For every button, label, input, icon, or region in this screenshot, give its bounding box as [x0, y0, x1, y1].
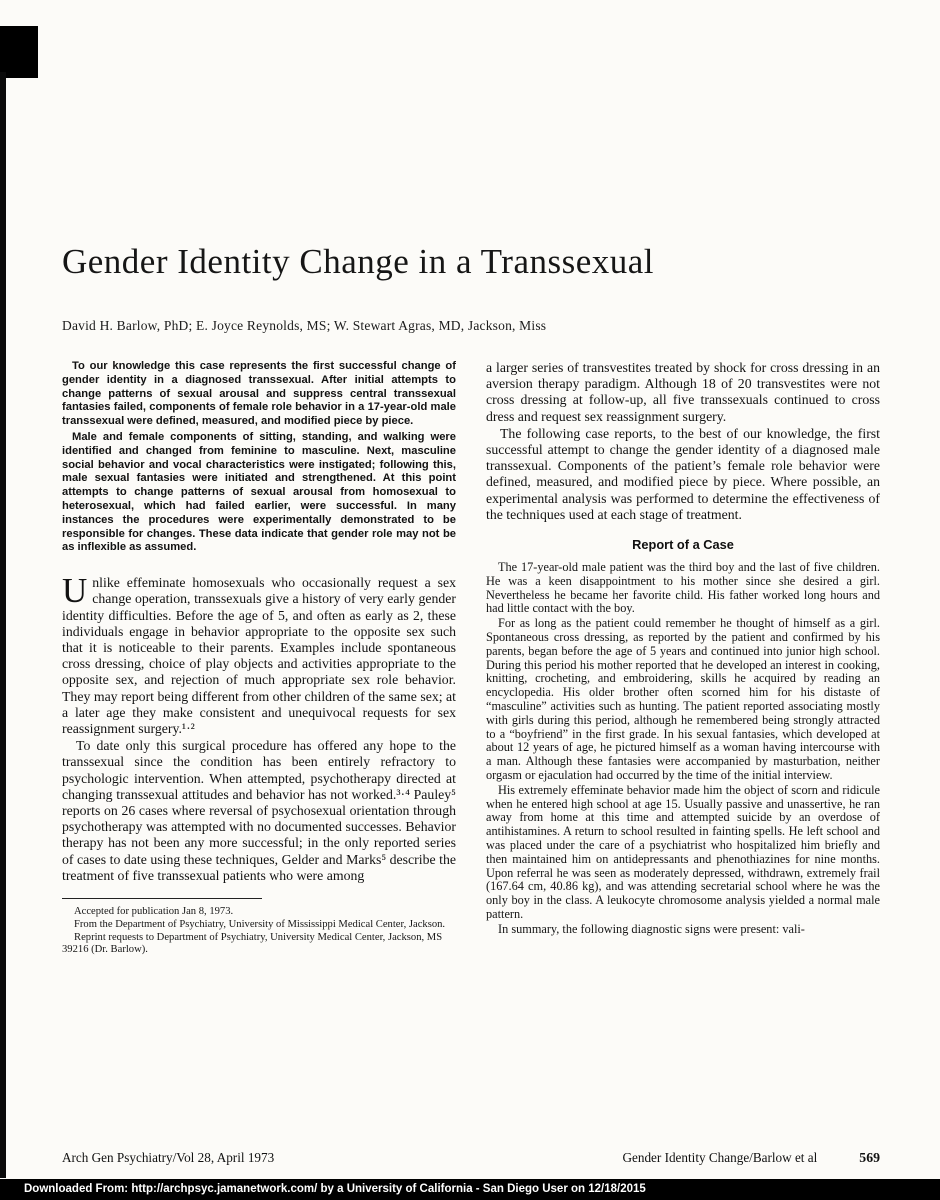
footnote-line: Reprint requests to Department of Psychiatry, University Medical Center, Jackson, MS 39216 (Dr. Barlow).: [62, 931, 443, 956]
body-text-block: [62, 571, 456, 884]
left-column: [62, 360, 456, 957]
author-line: David H. Barlow, PhD; E. Joyce Reynolds, MS; W. Stewart Agras, MD, Jackson, Miss: [62, 318, 547, 333]
footer-article-short-title: Gender Identity Change/Barlow et al: [622, 1150, 818, 1165]
abstract-paragraph: Male and female components of sitting, standing, and walking were identified and changed from feminine to masculine. Next, masculine social behavior and vocal characteristics were instigated; following this, male sexual fantasies were initiated and strengthened. At this point attempts to change patterns of sexual arousal from homosexual to heterosexual, which had failed earlier, were successful. In many instances the procedures were experimentally demonstrated to be responsible for changes. These data indicate that gender role may not be as inflexible as assumed.: [62, 430, 456, 554]
page-number: 569: [859, 1150, 880, 1165]
footnote-rule: [62, 898, 262, 899]
section-heading-report-of-a-case: Report of a Case: [632, 537, 734, 553]
body-paragraph-dropcap: [62, 571, 456, 737]
case-paragraph: In summary, the following diagnostic signs were present: vali-: [498, 921, 805, 936]
footnotes-block: [62, 898, 456, 957]
two-column-layout: [62, 360, 880, 957]
scan-artifact-corner: [0, 26, 38, 78]
footnote-line: Accepted for publication Jan 8, 1973.: [74, 906, 234, 918]
abstract-paragraph: To our knowledge this case represents the first successful change of gender identity in a diagnosed transsexual. After initial attempts to change patterns of sexual arousal and suppress central transsexual fantasies failed, components of female role behavior in a 17-year-old male transsexual were defined, measured, and modified piece by piece.: [62, 360, 456, 428]
footnote-line: From the Department of Psychiatry, University of Mississippi Medical Center, Jackson.: [74, 918, 446, 930]
body-paragraph-text: nlike effeminate homosexuals who occasionally request a sex change operation, transsexuals give a history of very early gender identity difficulties. Before the age of 5, and often as early as 2, these individuals engage in behavior appropriate to the opposite sex such that it is noticeable to their parents. Examples include spontaneous cross dressing, choice of play objects and activities appropriate to the opposite sex, and rejection of much appropriate sex role behavior. They may report being different from other children of the same sex; at a later age they make consistent and unequivocal requests for sex reassignment surgery.¹·²: [62, 575, 456, 736]
drop-cap: U: [62, 571, 88, 611]
download-provenance-bar: Downloaded From: http://archpsyc.jamanetwork.com/ by a University of California - San Diego User on 12/18/2015: [0, 1179, 940, 1200]
footer-journal-citation: Arch Gen Psychiatry/Vol 28, April 1973: [62, 1150, 275, 1165]
scan-artifact-left-edge: [0, 72, 6, 1178]
case-paragraph: The 17-year-old male patient was the third boy and the last of five children. He was a keen disappointment to his mother since she desired a girl. Nevertheless he became her favorite child. His father worked long hours and had little contact with the boy.: [486, 560, 880, 616]
body-paragraph: a larger series of transvestites treated by shock for cross dressing in an aversion therapy paradigm. Although 18 of 20 transvestites were not cross dressing at follow-up, all five transsexuals continued to cross dress and request sex reassignment surgery.: [486, 360, 880, 424]
right-column: [486, 360, 880, 957]
case-paragraph: His extremely effeminate behavior made him the object of scorn and ridicule when he entered high school at age 15. Usually passive and unassertive, he ran away from home at this time and attempted suicide by an overdose of antihistamines. A return to school resulted in fainting spells. He left school and was placed under the care of a psychiatrist who hospitalized him briefly and then maintained him on antidepressants and phenothiazines for nine months. Upon referral he was seen as moderately depressed, withdrawn, extremely frail (167.64 cm, 40.86 kg), and was attending secretarial school where he was the only boy in the class. A leukocyte chromosome analysis yielded a normal male pattern.: [486, 782, 880, 921]
page-footer: [62, 1150, 880, 1166]
case-paragraph: For as long as the patient could remember he thought of himself as a girl. Spontaneous cross dressing, as reported by the patient and confirmed by his parents, began before the age of 5 years and continued into junior high school. During this period his mother reported that he developed an interest in cooking, knitting, crocheting, and embroidering, skills he acquired by reading an encyclopedia. His older brother often scorned him for his distaste of “masculine” activities such as hunting. The patient reported associating mostly with girls during this period, although he remembered being strongly attracted to a “boyfriend” in the first grade. In his sexual fantasies, which developed at about 12 years of age, he pictured himself as a woman having intercourse with a man. Although these fantasies were accompanied by masturbation, neither orgasm or ejaculation had occurred by the time of the initial interview.: [486, 616, 880, 782]
case-report-block: [486, 561, 880, 937]
article-title: Gender Identity Change in a Transsexual: [62, 242, 655, 281]
body-paragraph: To date only this surgical procedure has offered any hope to the transsexual since the condition has been entirely refractory to psychologic intervention. When attempted, psychotherapy directed at changing transsexual attitudes and behavior has not worked.³·⁴ Pauley⁵ reports on 26 cases where reversal of psychosexual orientation through psychotherapy was attempted with no documented successes. Behavior therapy has not been any more successful; in the only reported series of cases to date using these techniques, Gelder and Marks⁵ describe the treatment of five transsexual patients who were among: [62, 738, 456, 883]
body-paragraph: The following case reports, to the best of our knowledge, the first successful attempt to change the gender identity of a diagnosed male transsexual. Components of the patient’s female role behavior were defined, measured, and modified piece by piece. Where possible, an experimental analysis was performed to determine the effectiveness of the techniques used at each stage of treatment.: [486, 425, 880, 522]
article-content: [62, 242, 880, 957]
abstract-block: [62, 360, 456, 555]
footer-running-title: [622, 1150, 880, 1166]
